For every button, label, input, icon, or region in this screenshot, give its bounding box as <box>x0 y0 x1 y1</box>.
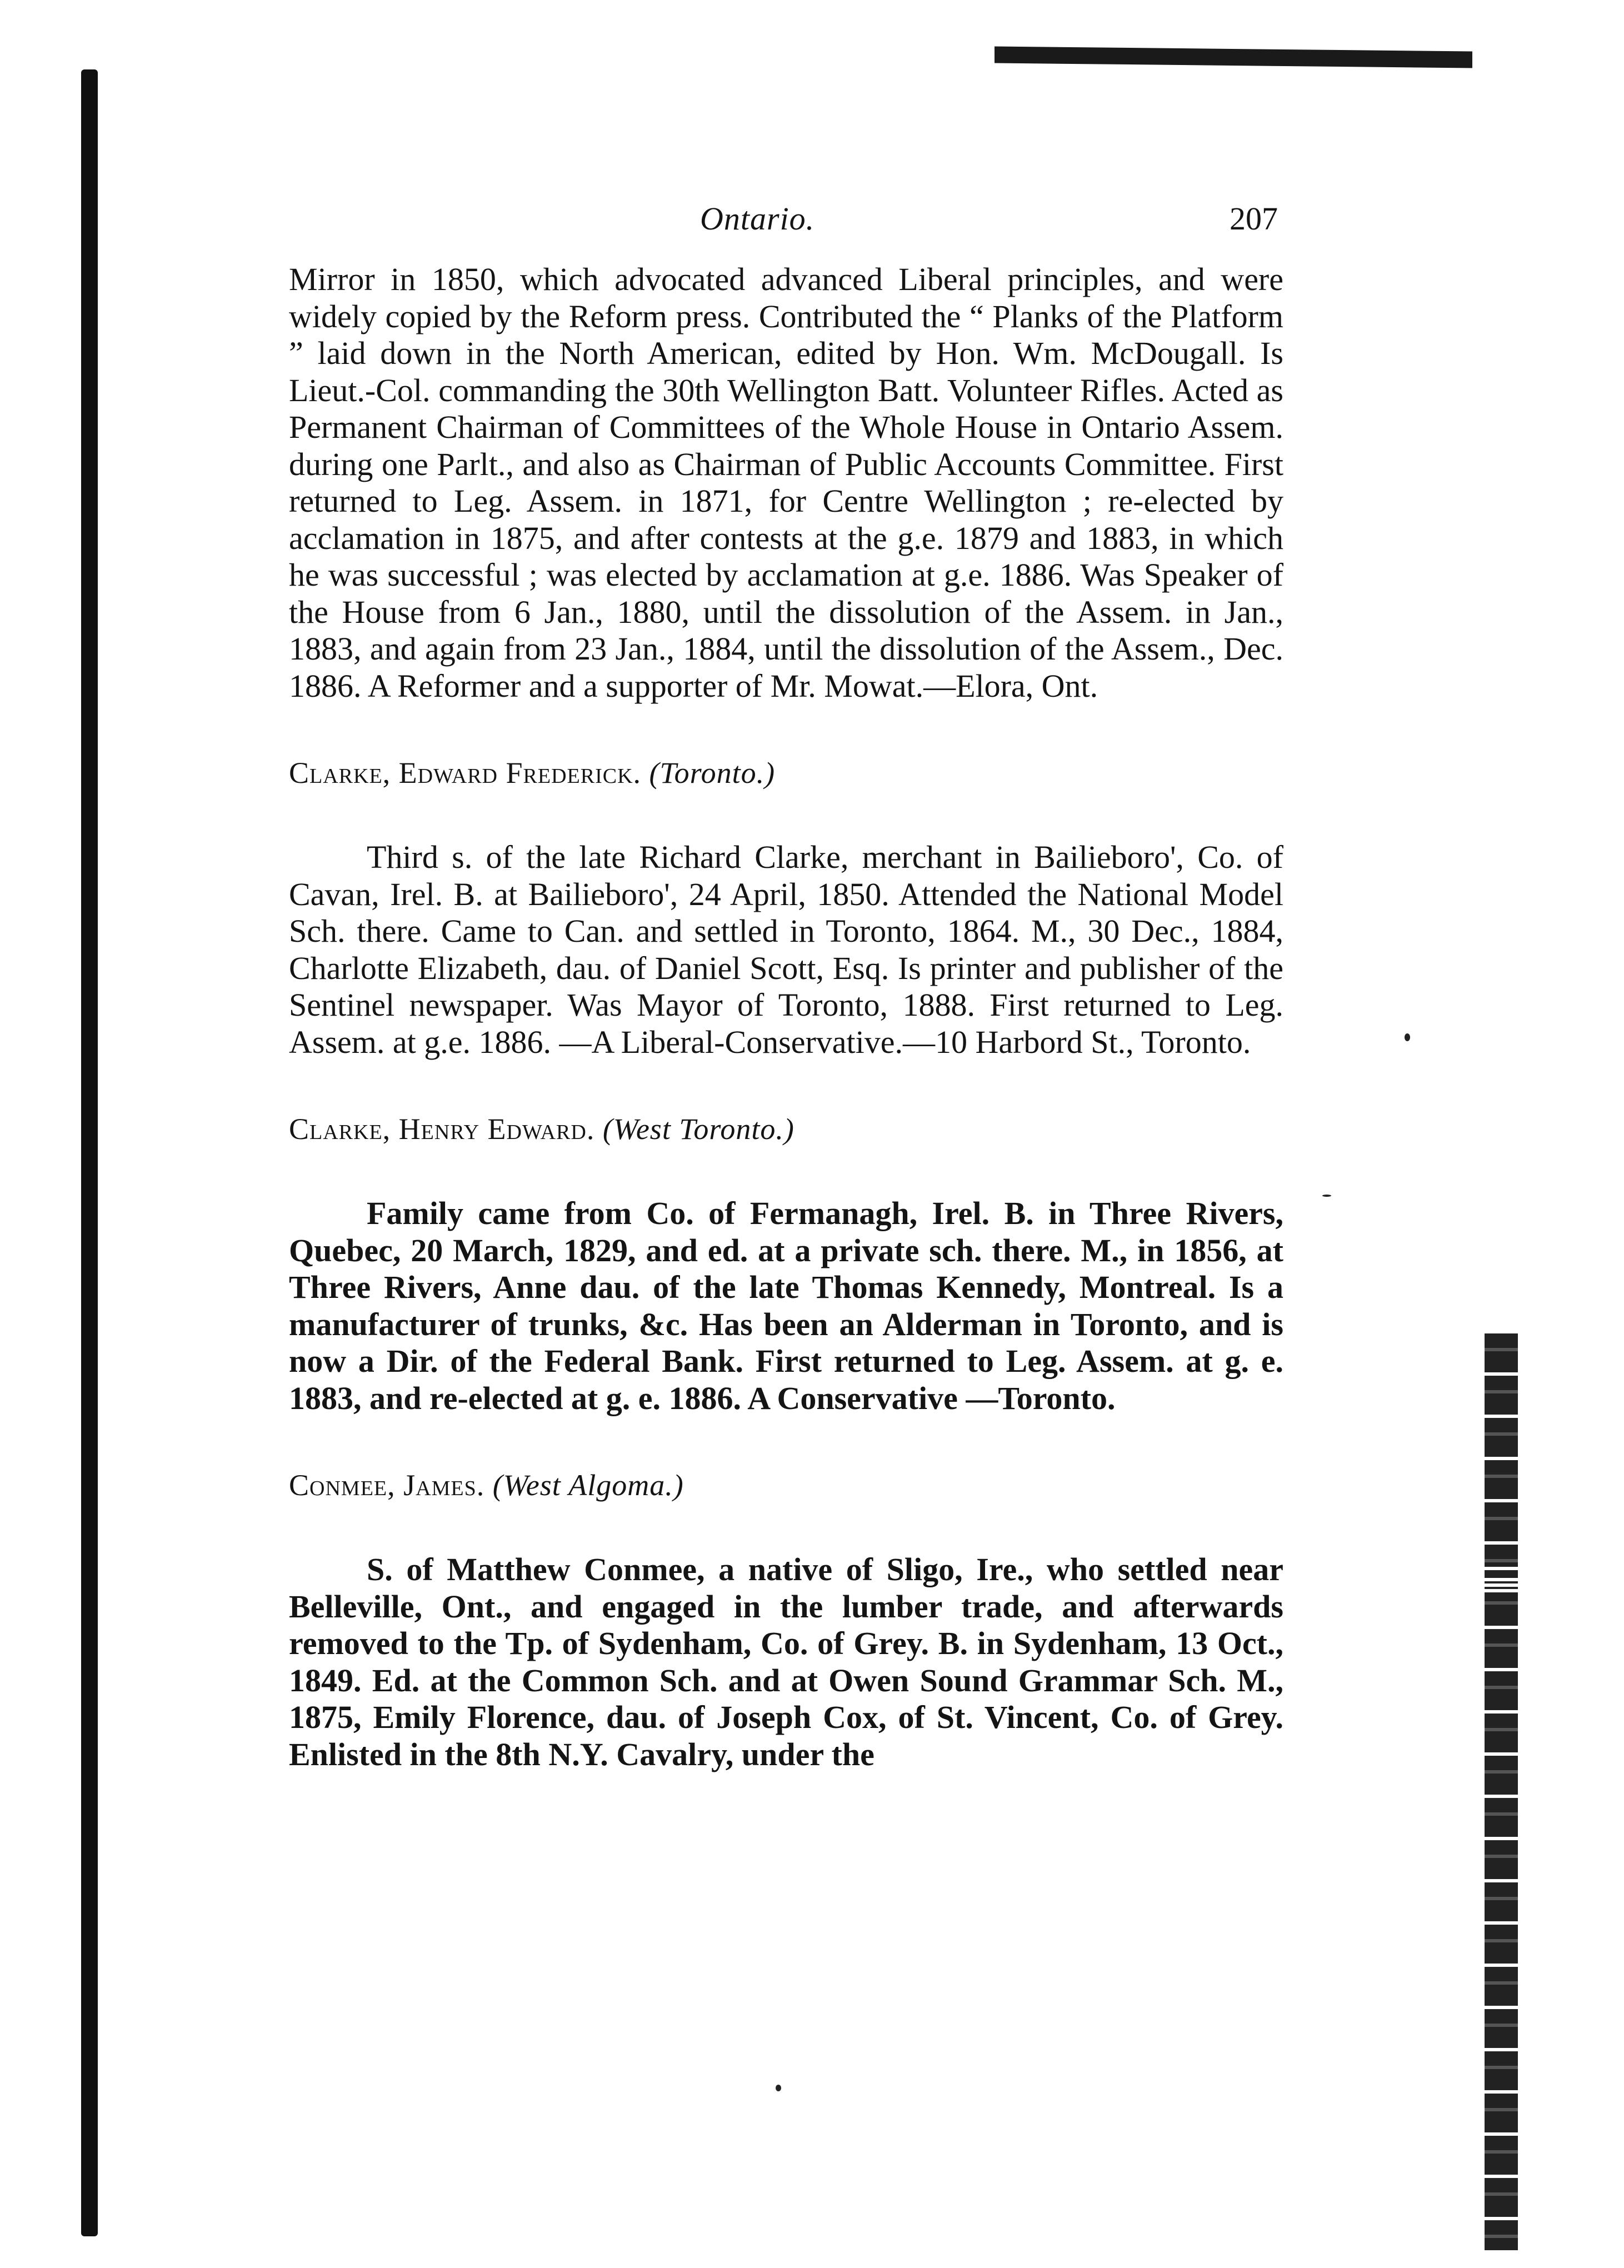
entry-name: Conmee, James. <box>289 1468 485 1502</box>
scan-edge-bar <box>995 46 1472 68</box>
page-body <box>289 261 1283 1773</box>
scan-edge-strip <box>1485 1333 1518 2250</box>
entry-paragraph: Third s. of the late Richard Clarke, merchant in Bailieboro', Co. of Cavan, Irel. B. at Bailieboro', 24 April, 1850. Attended the National Model Sch. there. Came to Can. and settled in Toronto, 1864. M., 30 Dec., 1884, Charlotte Elizabeth, dau. of Daniel Scott, Esq. Is printer and publisher of the Sentinel newspaper. Was Mayor of Toronto, 1888. First returned to Leg. Assem. at g.e. 1886. —A Liberal-Conservative.—10 Harbord St., Toronto. <box>289 839 1283 1060</box>
binding-shadow <box>81 69 98 2236</box>
running-title: Ontario. <box>700 201 815 237</box>
entry-riding: (West Toronto.) <box>602 1112 794 1146</box>
scan-speck <box>776 2085 781 2091</box>
entry-heading <box>289 756 1283 790</box>
entry-paragraph: S. of Matthew Conmee, a native of Sligo, Ire., who settled near Belleville, Ont., and engaged in the lumber trade, and afterwards removed to the Tp. of Sydenham, Co. of Grey. B. in Sydenham, 13 Oct., 1849. Ed. at the Common Sch. and at Owen Sound Grammar Sch. M., 1875, Emily Florence, dau. of Joseph Cox, of St. Vincent, Co. of Grey. Enlisted in the 8th N.Y. Cavalry, under the <box>289 1551 1283 1772</box>
entry-name: Clarke, Edward Frederick. <box>289 756 642 790</box>
entry-paragraph: Family came from Co. of Fermanagh, Irel. B. in Three Rivers, Quebec, 20 March, 1829, and ed. at a private sch. there. M., in 1856, at Three Rivers, Anne dau. of the late Thomas Kennedy, Montreal. Is a manufacturer of trunks, &c. Has been an Alderman in Toronto, and is now a Dir. of the Federal Bank. First returned to Leg. Assem. at g. e. 1883, and re-elected at g. e. 1886. A Conservative —Toronto. <box>289 1195 1283 1416</box>
entry-riding: (West Algoma.) <box>492 1468 684 1502</box>
entry-riding: (Toronto.) <box>649 756 776 790</box>
page-header <box>289 200 1278 244</box>
entry-continued-paragraph: Mirror in 1850, which advocated advanced Liberal principles, and were widely copied by the Reform press. Contributed the “ Planks of the Platform ” laid down in the North American, edited by Hon. Wm. McDougall. Is Lieut.-Col. commanding the 30th Wellington Batt. Volunteer Rifles. Acted as Permanent Chairman of Committees of the Whole House in Ontario Assem. during one Parlt., and also as Chairman of Public Accounts Committee. First returned to Leg. Assem. in 1871, for Centre Wellington ; re-elected by acclamation in 1875, and after contests at the g.e. 1879 and 1883, in which he was successful ; was elected by acclamation at g.e. 1886. Was Speaker of the House from 6 Jan., 1880, until the dissolution of the Assem. in Jan., 1883, and again from 23 Jan., 1884, until the dissolution of the Assem., Dec. 1886. A Reformer and a supporter of Mr. Mowat.—Elora, Ont. <box>289 261 1283 704</box>
scan-speck <box>1405 1033 1410 1041</box>
entry-heading <box>289 1112 1283 1146</box>
scan-speck <box>1322 1195 1331 1197</box>
page-number: 207 <box>1230 201 1278 237</box>
entry-name: Clarke, Henry Edward. <box>289 1112 595 1146</box>
entry-heading <box>289 1468 1283 1502</box>
